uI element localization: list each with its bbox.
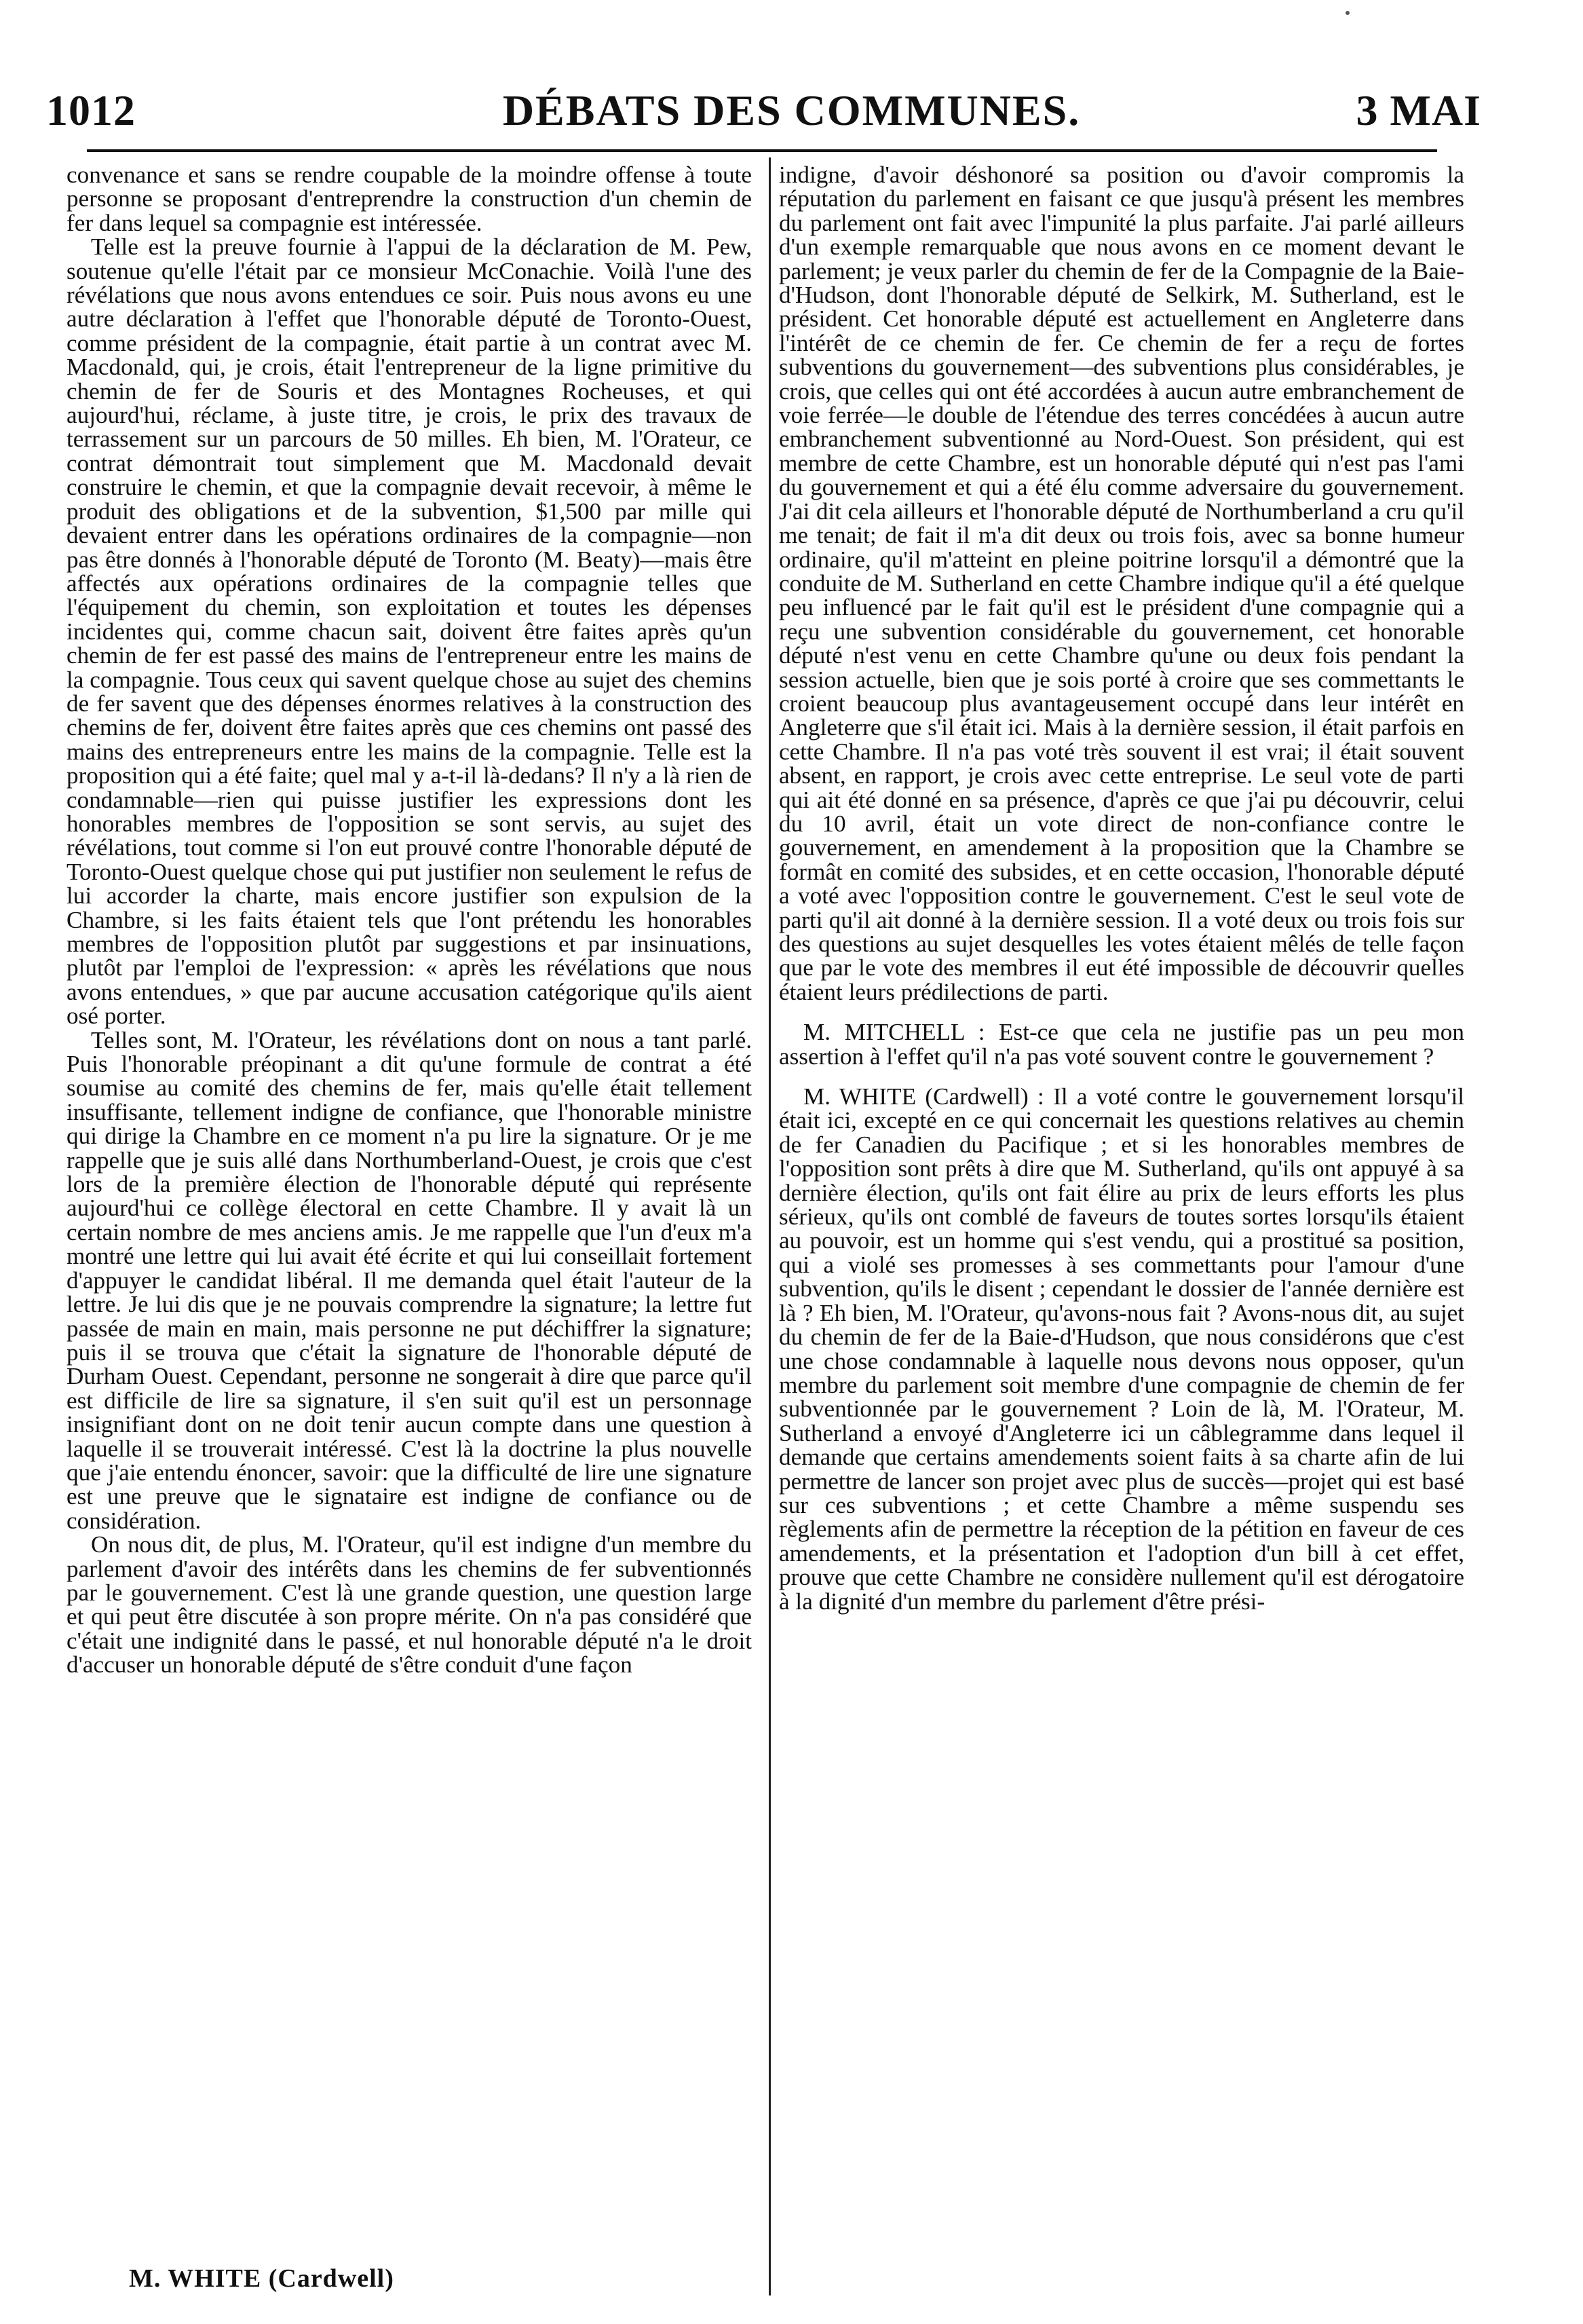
header-rule <box>87 149 1437 152</box>
right-column <box>779 163 1464 1613</box>
paragraph: indigne, d'avoir déshonoré sa position ou d'avoir compromis la réputation du parlement en faisant ce que jusqu'à présent les membres du parlement ont fait avec l'impunité la plus parfaite. J'ai parlé ailleurs d'un exemple remarquable que nous avons en ce moment devant le parlement; je veux parler du chemin de fer de la Compagnie de la Baie-d'Hudson, dont l'honorable député de Selkirk, M. Sutherland, est le président. Cet honorable député est actuellement en Angleterre dans l'intérêt de ce chemin de fer. Ce chemin de fer a reçu de fortes subventions du gouvernement—des subventions plus considérables, je crois, que celles qui ont été accordées à aucun autre embranchement de voie ferrée—le double de l'étendue des terres concédées à aucun autre embranchement subventionné au Nord-Ouest. Son président, qui est membre de cette Chambre, est un honorable député qui n'est pas l'ami du gouvernement et qui a été élu comme adversaire du gouvernement. J'ai dit cela ailleurs et l'honorable député de Northumberland a cru qu'il me tenait; de fait il m'a dit deux ou trois fois, avec sa bonne humeur ordinaire, qu'il m'atteint en pleine poitrine lorsqu'il a démontré que la conduite de M. Sutherland en cette Chambre indique qu'il a été quelque peu influencé par le fait qu'il est le président d'une compagnie qui a reçu une subvention considérable du gouvernement, cet honorable député n'est venu en cette Chambre qu'une ou deux fois pendant la session actuelle, bien que je sois porté à croire que ses commettants le croient beaucoup plus avantageusement occupé dans leur intérêt en Angleterre que s'il était ici. Mais à la dernière session, il était parfois en cette Chambre. Il n'a pas voté très souvent il est vrai; il était souvent absent, en rapport, je crois avec cette entreprise. Le seul vote de parti qui ait été donné en sa présence, d'après ce que j'ai pu découvrir, celui du 10 avril, était un vote direct de non-confiance contre le gouvernement, en amendement à la proposition que la Chambre se formât en comité des subsides, et en cette occasion, l'honorable député a voté avec l'opposition contre le gouvernement. C'est le seul vote de parti qu'il ait donné à la dernière session. Il a voté deux ou trois fois sur des questions au sujet desquelles les votes étaient mêlés de telle façon que par le vote des membres il eut été impossible de découvrir quelles étaient leurs prédilections de parti. <box>779 162 1464 1005</box>
running-head-footer: M. WHITE (Cardwell) <box>129 2264 394 2293</box>
speck-mark <box>1346 11 1350 15</box>
column-divider <box>769 157 771 2295</box>
page-number: 1012 <box>46 86 136 134</box>
paragraph: convenance et sans se rendre coupable de la moindre offense à toute personne se proposant d'entreprendre la construction d'un chemin de fer dans lequel sa compagnie est intéressée. <box>66 162 752 236</box>
paragraph: Telle est la preuve fournie à l'appui de la déclaration de M. Pew, soutenue qu'elle l'était par ce monsieur McConachie. Voilà l'une des révélations que nous avons entendues ce soir. Puis nous avons eu une autre déclaration à l'effet que l'honorable député de Toronto-Ouest, comme président de la compagnie, était partie à un contrat avec M. Macdonald, qui, je crois, était l'entrepreneur de la ligne primitive du chemin de fer de Souris et des Montagnes Rocheuses, et qui aujourd'hui, réclame, à juste titre, je crois, le prix des travaux de terrassement sur un parcours de 50 milles. Eh bien, M. l'Orateur, ce contrat démontrait tout simplement que M. Macdonald devait construire le chemin, et que la compagnie devait recevoir, à même le produit des obligations et de la subvention, $1,500 par mille qui devaient entrer dans les opérations ordinaires de la compagnie—non pas être donnés à l'honorable député de Toronto (M. Beaty)—mais être affectés aux opérations ordinaires de la compagnie telles que l'équipement du chemin, son exploitation et toutes les dépenses incidentes qui, comme chacun sait, doivent être faites après qu'un chemin de fer est passé des mains de l'entrepreneur entre les mains de la compagnie. Tous ceux qui savent quelque chose au sujet des chemins de fer savent que des dépenses énormes relatives à la construction des chemins de fer, doivent être faites après que ces chemins ont passé des mains des entrepreneurs entre les mains de la compagnie. Telle est la proposition qui a été faite; quel mal y a-t-il là-dedans? Il n'y a là rien de condamnable—rien qui puisse justifier les expressions dont les honorables membres de l'opposition se sont servis, au sujet des révélations, tout comme si l'on eut prouvé contre l'honorable député de Toronto-Ouest quelque chose qui put justifier non seulement le refus de lui accorder la charte, mais encore justifier son expulsion de la Chambre, si les faits étaient tels que l'ont prétendu les honorables membres de l'opposition plutôt par suggestions et par insinuations, plutôt par l'emploi de l'expression: « après les révélations que nous avons entendues, » que par aucune accusation catégorique qu'ils aient osé porter. <box>66 233 752 1030</box>
speaker-paragraph: M. WHITE (Cardwell) : Il a voté contre le gouvernement lorsqu'il était ici, excepté en ce qui concernait les questions relatives au chemin de fer Canadien du Pacifique ; et si les honorables membres de l'opposition sont prêts à dire que M. Sutherland, qu'ils ont appuyé à sa dernière élection, qu'ils ont fait élire au prix de leurs efforts les plus sérieux, qu'ils ont comblé de faveurs de toutes sortes lorsqu'ils étaient au pouvoir, est un homme qui s'est vendu, qui a prostitué sa position, qui a violé ses promesses à ses commettants pour l'amour d'une subvention, qu'ils le disent ; cependant le dossier de l'année dernière est là ? Eh bien, M. l'Orateur, qu'avons-nous fait ? Avons-nous dit, au sujet du chemin de fer de la Baie-d'Hudson, que nous considérons que c'est une chose condamnable à laquelle nous devons nous opposer, qu'un membre du parlement soit membre d'une compagnie de chemin de fer subventionnée par le gouvernement ? Loin de là, M. l'Orateur, M. Sutherland a envoyé d'Angleterre ici un câblegramme dans lequel il demande que certains amendements soient faits à sa charte afin de lui permettre de lancer son projet avec plus de succès—projet qui est basé sur ces subventions ; et cette Chambre a même suspendu ses règlements afin de permettre la réception de la pétition en faveur de ces amendements, et la présentation et l'adoption d'un bill à cet effet, prouve que cette Chambre ne considère nullement qu'il est dérogatoire à la dignité d'un membre du parlement d'être prési- <box>779 1083 1464 1615</box>
page-date: 3 MAI <box>1356 86 1481 134</box>
speaker-paragraph: M. MITCHELL : Est-ce que cela ne justifie pas un peu mon assertion à l'effet qu'il n'a pas voté souvent contre le gouvernement ? <box>779 1019 1464 1070</box>
page-title: DÉBATS DES COMMUNES. <box>502 86 1081 134</box>
left-column <box>66 163 752 1677</box>
paragraph: On nous dit, de plus, M. l'Orateur, qu'il est indigne d'un membre du parlement d'avoir des intérêts dans les chemins de fer subventionnés par le gouvernement. C'est là une grande question, une question large et qui peut être discutée à son propre mérite. On n'a pas considéré que c'était une indignité dans le passé, et nul honorable député n'a le droit d'accuser un honorable député de s'être conduit d'une façon <box>66 1531 752 1679</box>
paragraph: Telles sont, M. l'Orateur, les révélations dont on nous a tant parlé. Puis l'honorable préopinant a dit qu'une formule de contrat a été soumise au comité des chemins de fer, mais qu'elle était tellement insuffisante, tellement indigne de confiance, que l'honorable ministre qui dirige la Chambre en ce moment n'a pu lire la signature. Or je me rappelle que je suis allé dans Northumberland-Ouest, je crois que c'est lors de la première élection de l'honorable député qui représente aujourd'hui ce collège électoral en cette Chambre. Il y avait là un certain nombre de mes anciens amis. Je me rappelle que l'un d'eux m'a montré une lettre qui lui avait été écrite et qui lui conseillait fortement d'appuyer le candidat libéral. Il me demanda quel était l'auteur de la lettre. Je lui dis que je ne pouvais comprendre la signature; la lettre fut passée de main en main, mais personne ne put déchiffrer la signature; puis il se trouva que c'était la signature de l'honorable député de Durham Ouest. Cependant, personne ne songerait à dire que parce qu'il est difficile de lire sa signature, il s'en suit qu'il est un personnage insignifiant dont on ne doit tenir aucun compte dans une question à laquelle il se trouverait intéressé. C'est là la doctrine la plus nouvelle que j'aie entendu énoncer, savoir: que la difficulté de lire une signature est une preuve que le signataire est indigne de confiance ou de considération. <box>66 1026 752 1534</box>
